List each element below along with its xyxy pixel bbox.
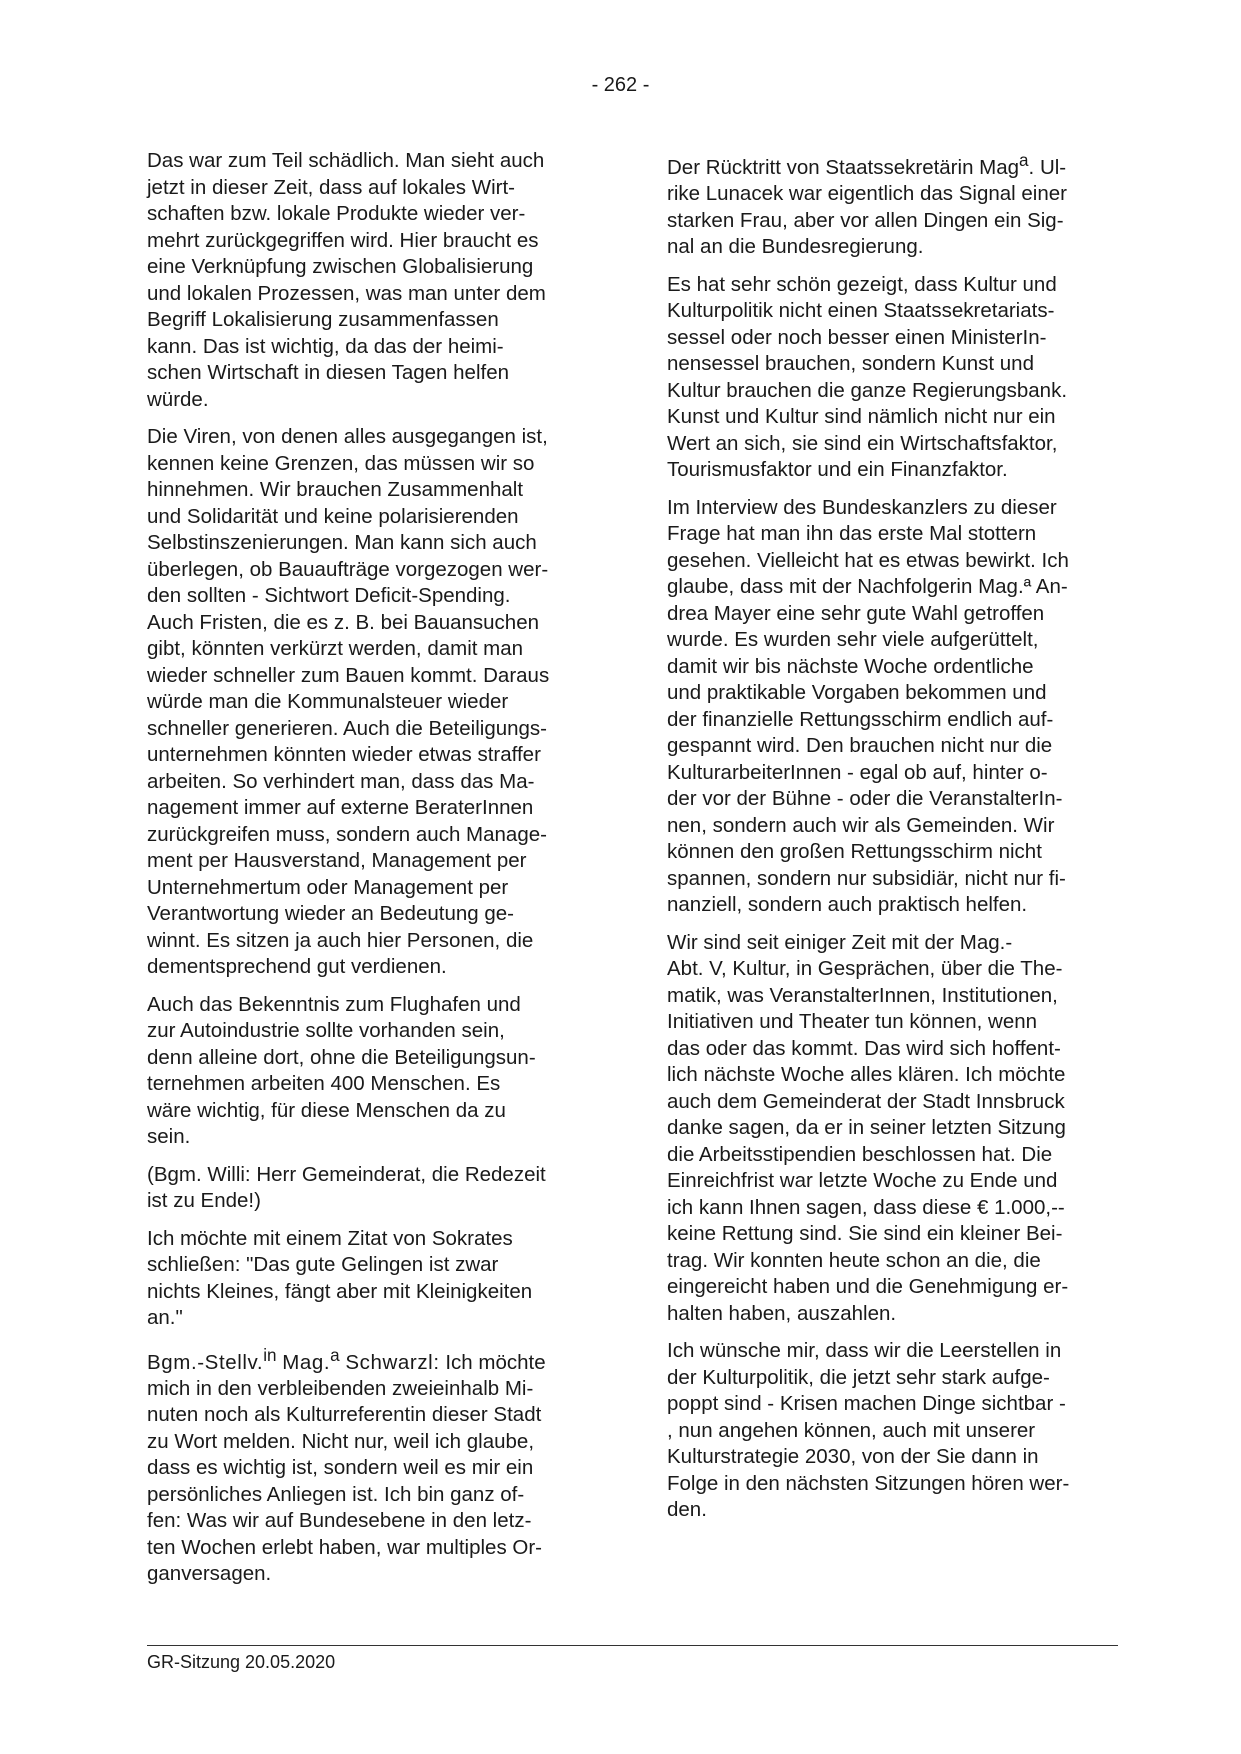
interjection: (Bgm. Willi: Herr Gemeinderat, die Redezeit ist zu Ende!) [147, 1162, 546, 1212]
right-column [667, 148, 1113, 1535]
speaker-paragraph [147, 1343, 593, 1588]
paragraph [667, 148, 1113, 261]
speaker-title-suffix: in [263, 1345, 277, 1365]
superscript: a [1019, 151, 1029, 170]
paragraph: Das war zum Teil schädlich. Man sieht auch jetzt in dieser Zeit, dass auf lokales Wirt- schaften bzw. lokale Produkte wieder ver- mehrt zurückgegriffen wird. Hier braucht es eine Verknüpfung zwischen Globalisierung und lokalen Prozessen, was man unter dem Begriff Lokalisierung zusammenfassen kann. Das ist wichtig, da das der heimi- schen Wirtschaft in diesen Tagen helfen würde. [147, 149, 546, 411]
speaker-text: Ich möchte mich in den verbleibenden zweieinhalb Mi- nuten noch als Kulturreferentin dieser Stadt zu Wort melden. Nicht nur, weil ich glaube, dass es wichtig ist, sondern weil es mir ein persönliches Anliegen ist. Ich bin ganz of- fen: Was wir auf Bundesebene in den letz- ten Wochen erlebt haben, war multiples Or- ganversagen. [147, 1350, 546, 1586]
paragraph-part: Der Rücktritt von Staatssekretärin Mag [667, 155, 1020, 179]
speaker-name: Schwarzl: [345, 1350, 440, 1374]
left-column [147, 148, 593, 1599]
speaker-title: Bgm.-Stellv. [147, 1350, 264, 1374]
paragraph: Auch das Bekenntnis zum Flughafen und zur Autoindustrie sollte vorhanden sein, denn alleine dort, ohne die Beteiligungsun- ternehmen arbeiten 400 Menschen. Es wäre wichtig, für diese Menschen da zu sein. [147, 992, 536, 1148]
paragraph-part: . Ul- rike Lunacek war eigentlich das Signal einer starken Frau, aber vor allen Dingen ein Sig- nal an die Bundesregierung. [667, 155, 1067, 259]
speaker-degree: Mag. [282, 1350, 331, 1374]
speaker-degree-suffix: a [330, 1345, 340, 1365]
paragraph: Ich wünsche mir, dass wir die Leerstellen in der Kulturpolitik, die jetzt sehr stark aufge- poppt sind - Krisen machen Dinge sichtbar - , nun angehen können, auch mit unserer Kulturstrategie 2030, von der Sie dann in Folge in den nächsten Sitzungen hören wer- den. [667, 1339, 1070, 1522]
footer-text: GR-Sitzung 20.05.2020 [147, 1652, 336, 1672]
page-number: - 262 - [591, 74, 650, 96]
paragraph: Ich möchte mit einem Zitat von Sokrates schließen: "Das gute Gelingen ist zwar nichts Kleines, fängt aber mit Kleinigkeiten an." [147, 1226, 533, 1329]
footer-divider [147, 1645, 1118, 1646]
paragraph: Die Viren, von denen alles ausgegangen ist, kennen keine Grenzen, das müssen wir so hinnehmen. Wir brauchen Zusammenhalt und Solidarität und keine polarisierenden Selbstinszenierungen. Man kann sich auch überlegen, ob Bauaufträge vorgezogen wer- den sollten - Sichtwort Deficit-Spending. Auch Fristen, die es z. B. bei Bauansuchen gibt, könnten verkürzt werden, damit man wieder schneller zum Bauen kommt. Daraus würde man die Kommunalsteuer wieder schneller generieren. Auch die Beteiligungs- unternehmen könnten wieder etwas straffer arbeiten. So verhindert man, dass das Ma- nagement immer auf externe BeraterInnen zurückgreifen muss, sondern auch Manage- ment per Hausverstand, Management per Unternehmertum oder Management per Verantwortung wieder an Bedeutung ge- winnt. Es sitzen ja auch hier Personen, die dementsprechend gut verdienen. [147, 425, 550, 978]
paragraph: Es hat sehr schön gezeigt, dass Kultur und Kulturpolitik nicht einen Staatssekretariats- sessel oder noch besser einen MinisterIn- nensessel brauchen, sondern Kunst und Kultur brauchen die ganze Regierungsbank. Kunst und Kultur sind nämlich nicht nur ein Wert an sich, sie sind ein Wirtschaftsfaktor, Tourismusfaktor und ein Finanzfaktor. [667, 272, 1068, 482]
paragraph: Wir sind seit einiger Zeit mit der Mag.- Abt. V, Kultur, in Gesprächen, über die The- matik, was VeranstalterInnen, Institutionen, Initiativen und Theater tun können, wenn das oder das kommt. Das wird sich hoffent- lich nächste Woche alles klären. Ich möchte auch dem Gemeinderat der Stadt Innsbruck danke sagen, da er in seiner letzten Sitzung die Arbeitsstipendien beschlossen hat. Die Einreichfrist war letzte Woche zu Ende und ich kann Ihnen sagen, dass diese € 1.000,-- keine Rettung sind. Sie sind ein kleiner Bei- trag. Wir konnten heute schon an die, die eingereicht haben und die Genehmigung er- halten haben, auszahlen. [667, 930, 1069, 1325]
paragraph: Im Interview des Bundeskanzlers zu dieser Frage hat man ihn das erste Mal stottern gesehen. Vielleicht hat es etwas bewirkt. Ich glaube, dass mit der Nachfolgerin Mag.ª An- drea Mayer eine sehr gute Wahl getroffen wurde. Es wurden sehr viele aufgerüttelt, damit wir bis nächste Woche ordentliche und praktikable Vorgaben bekommen und der finanzielle Rettungsschirm endlich auf- gespannt wird. Den brauchen nicht nur die KulturarbeiterInnen - egal ob auf, hinter o- der vor der Bühne - oder die VeranstalterIn- nen, sondern auch wir als Gemeinden. Wir können den großen Rettungsschirm nicht spannen, sondern nur subsidiär, nicht nur fi- nanziell, sondern auch praktisch helfen. [667, 495, 1069, 917]
